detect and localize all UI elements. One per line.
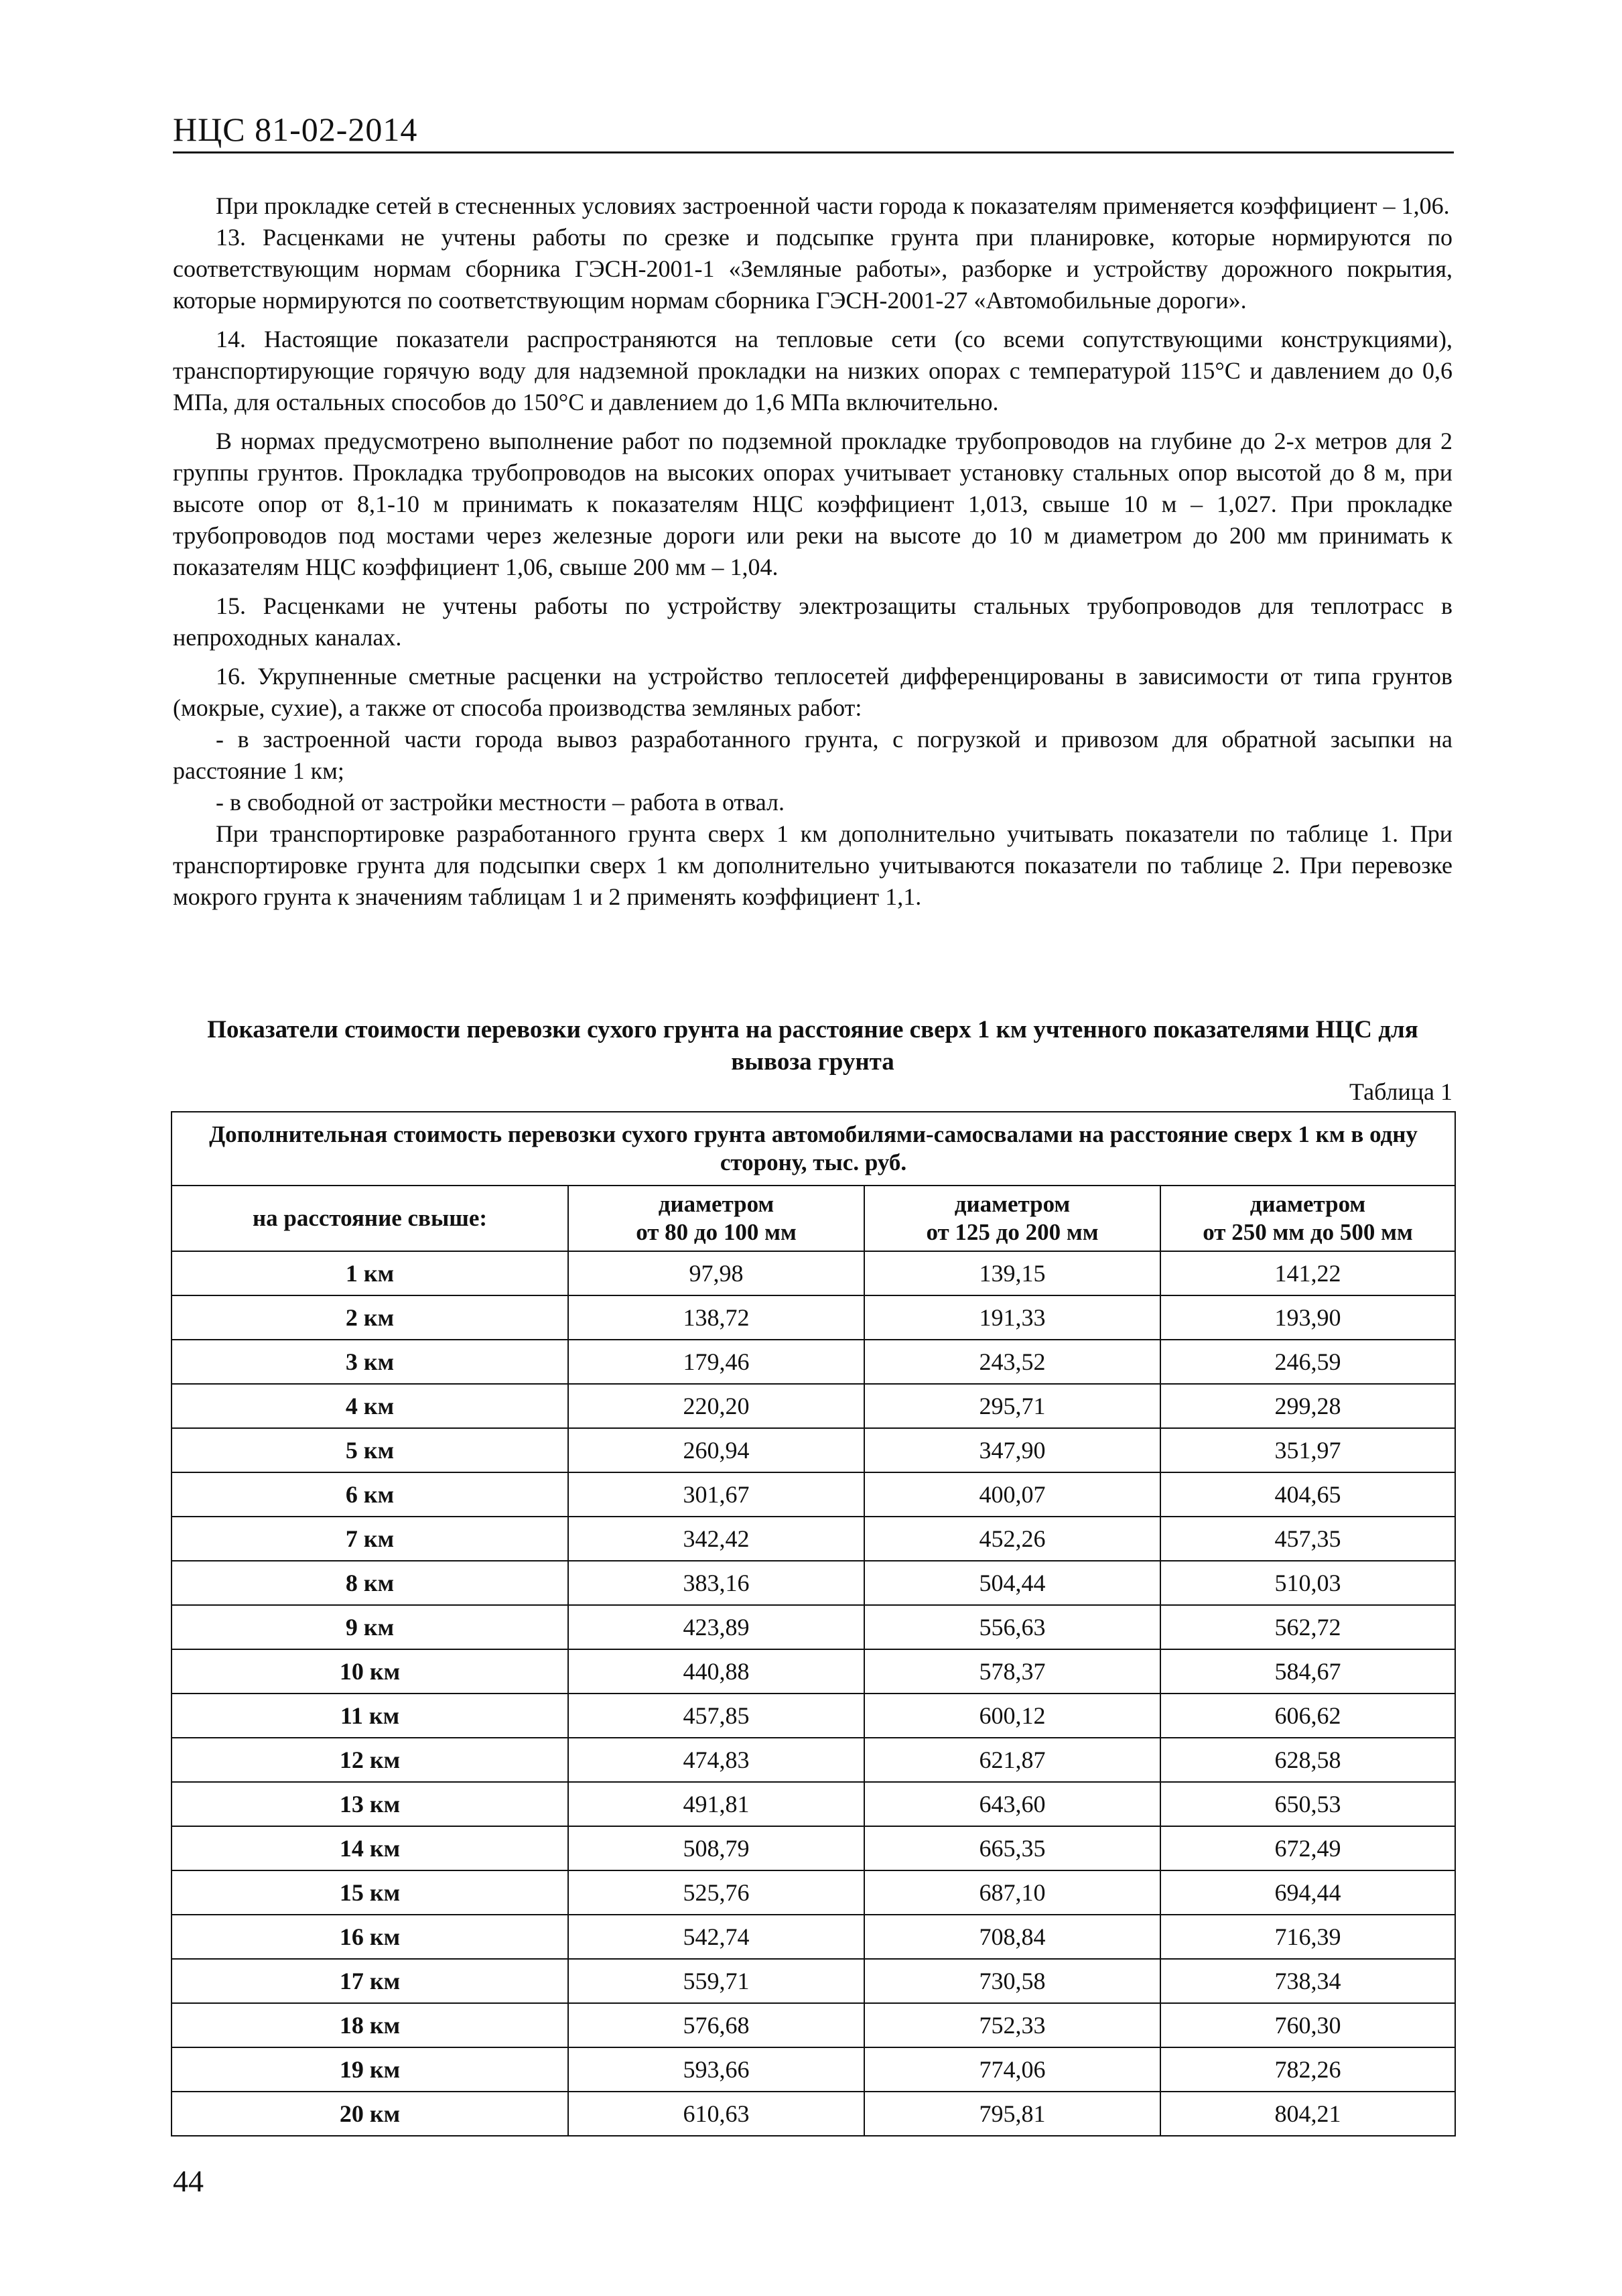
table-row — [172, 1870, 1455, 1915]
value-cell: 504,44 — [864, 1561, 1160, 1605]
table-row — [172, 2047, 1455, 2092]
distance-cell: 17 км — [172, 1959, 568, 2003]
value-cell: 672,49 — [1160, 1826, 1455, 1870]
value-cell: 491,81 — [568, 1782, 864, 1826]
value-cell: 138,72 — [568, 1295, 864, 1340]
table-row — [172, 1428, 1455, 1472]
value-cell: 730,58 — [864, 1959, 1160, 2003]
value-cell: 139,15 — [864, 1251, 1160, 1295]
value-cell: 716,39 — [1160, 1915, 1455, 1959]
column-header-line1: диаметром — [658, 1191, 774, 1217]
table-row — [172, 1738, 1455, 1782]
value-cell: 760,30 — [1160, 2003, 1455, 2047]
value-cell: 457,85 — [568, 1694, 864, 1738]
distance-cell: 18 км — [172, 2003, 568, 2047]
value-cell: 510,03 — [1160, 1561, 1455, 1605]
value-cell: 452,26 — [864, 1517, 1160, 1561]
distance-cell: 8 км — [172, 1561, 568, 1605]
value-cell: 559,71 — [568, 1959, 864, 2003]
value-cell: 774,06 — [864, 2047, 1160, 2092]
value-cell: 782,26 — [1160, 2047, 1455, 2092]
distance-cell: 3 км — [172, 1340, 568, 1384]
paragraph-14: 14. Настоящие показатели распространяются на тепловые сети (со всеми сопутствующими конструкциями), транспортирующие горячую воду для надземной прокладки на низких опорах с температурой 115°С и давлением до 0,6 МПа, для остальных способов до 150°С и давлением до 1,6 МПа включительно. — [173, 326, 1452, 416]
value-cell: 220,20 — [568, 1384, 864, 1428]
table-row — [172, 1517, 1455, 1561]
distance-cell: 14 км — [172, 1826, 568, 1870]
column-header-line1: диаметром — [954, 1191, 1071, 1217]
table-row — [172, 1694, 1455, 1738]
value-cell: 404,65 — [1160, 1472, 1455, 1517]
value-cell: 576,68 — [568, 2003, 864, 2047]
table-row — [172, 1605, 1455, 1649]
column-header-label: на расстояние свыше: — [252, 1205, 488, 1231]
column-header-diameter-125-200 — [864, 1186, 1160, 1251]
value-cell: 97,98 — [568, 1251, 864, 1295]
column-header-line2: от 250 мм до 500 мм — [1203, 1219, 1413, 1245]
value-cell: 351,97 — [1160, 1428, 1455, 1472]
value-cell: 643,60 — [864, 1782, 1160, 1826]
value-cell: 246,59 — [1160, 1340, 1455, 1384]
paragraph-13: 13. Расценками не учтены работы по срезке и подсыпке грунта при планировке, которые нормируются по соответствующим нормам сборника ГЭСН-2001-1 «Земляные работы», разборке и устройству дорожного покрытия, которые нормируются по соответствующим нормам сборника ГЭСН-2001-27 «Автомобильные дороги». — [173, 224, 1452, 314]
table-row — [172, 1384, 1455, 1428]
list-item-open-area: - в свободной от застройки местности – работа в отвал. — [216, 789, 785, 816]
column-header-distance — [172, 1186, 568, 1251]
distance-cell: 19 км — [172, 2047, 568, 2092]
body-text — [173, 190, 1452, 913]
value-cell: 383,16 — [568, 1561, 864, 1605]
table-row — [172, 2092, 1455, 2136]
value-cell: 474,83 — [568, 1738, 864, 1782]
value-cell: 738,34 — [1160, 1959, 1455, 2003]
value-cell: 301,67 — [568, 1472, 864, 1517]
column-header-diameter-250-500 — [1160, 1186, 1455, 1251]
distance-cell: 9 км — [172, 1605, 568, 1649]
table-caption-row — [172, 1112, 1455, 1186]
value-cell: 400,07 — [864, 1472, 1160, 1517]
table-row — [172, 1649, 1455, 1694]
value-cell: 628,58 — [1160, 1738, 1455, 1782]
value-cell: 606,62 — [1160, 1694, 1455, 1738]
value-cell: 347,90 — [864, 1428, 1160, 1472]
value-cell: 243,52 — [864, 1340, 1160, 1384]
distance-cell: 10 км — [172, 1649, 568, 1694]
page-number: 44 — [173, 2164, 204, 2198]
table-row — [172, 1826, 1455, 1870]
value-cell: 593,66 — [568, 2047, 864, 2092]
distance-cell: 11 км — [172, 1694, 568, 1738]
paragraph-narrow-conditions: При прокладке сетей в стесненных условиях застроенной части города к показателям применяется коэффициент – 1,06. — [216, 192, 1450, 219]
paragraph-transport: При транспортировке разработанного грунта сверх 1 км дополнительно учитывать показатели по таблице 1. При транспортировке грунта для подсыпки сверх 1 км дополнительно учитываются показатели по таблице 2. При перевозке мокрого грунта к значениям таблицам 1 и 2 применять коэффициент 1,1. — [173, 820, 1452, 910]
value-cell: 621,87 — [864, 1738, 1160, 1782]
table-row — [172, 1782, 1455, 1826]
value-cell: 687,10 — [864, 1870, 1160, 1915]
value-cell: 708,84 — [864, 1915, 1160, 1959]
distance-cell: 5 км — [172, 1428, 568, 1472]
table-row — [172, 1915, 1455, 1959]
column-header-diameter-80-100 — [568, 1186, 864, 1251]
value-cell: 193,90 — [1160, 1295, 1455, 1340]
value-cell: 650,53 — [1160, 1782, 1455, 1826]
value-cell: 260,94 — [568, 1428, 864, 1472]
table-title: Показатели стоимости перевозки сухого грунта на расстояние сверх 1 км учтенного показателями НЦС для вывоза грунта — [207, 1016, 1418, 1076]
table-row — [172, 1251, 1455, 1295]
distance-cell: 1 км — [172, 1251, 568, 1295]
paragraph-16: 16. Укрупненные сметные расценки на устройство теплосетей дифференцированы в зависимости от типа грунтов (мокрые, сухие), а также от способа производства земляных работ: — [173, 663, 1452, 721]
table-row — [172, 1959, 1455, 2003]
value-cell: 299,28 — [1160, 1384, 1455, 1428]
value-cell: 191,33 — [864, 1295, 1160, 1340]
distance-cell: 7 км — [172, 1517, 568, 1561]
distance-cell: 15 км — [172, 1870, 568, 1915]
column-header-line2: от 80 до 100 мм — [636, 1219, 797, 1245]
column-header-line2: от 125 до 200 мм — [926, 1219, 1099, 1245]
table-body — [172, 1251, 1455, 2136]
table-row — [172, 1472, 1455, 1517]
paragraph-15: 15. Расценками не учтены работы по устройству электрозащиты стальных трубопроводов для теплотрасс в непроходных каналах. — [173, 592, 1452, 651]
value-cell: 141,22 — [1160, 1251, 1455, 1295]
value-cell: 562,72 — [1160, 1605, 1455, 1649]
paragraph-laying-norms: В нормах предусмотрено выполнение работ по подземной прокладке трубопроводов на глубине до 2-х метров для 2 группы грунтов. Прокладка трубопроводов на высоких опорах учитывает установку стальных опор высотой до 8 м, при высоте опор от 8,1-10 м принимать к показателям НЦС коэффициент 1,013, свыше 10 м – 1,027. При прокладке трубопроводов под мостами через железные дороги или реки на высоте до 10 м диаметром до 200 мм принимать к показателям НЦС коэффициент 1,06, свыше 200 мм – 1,04. — [173, 428, 1452, 580]
value-cell: 600,12 — [864, 1694, 1160, 1738]
value-cell: 457,35 — [1160, 1517, 1455, 1561]
value-cell: 525,76 — [568, 1870, 864, 1915]
distance-cell: 20 км — [172, 2092, 568, 2136]
distance-cell: 6 км — [172, 1472, 568, 1517]
value-cell: 508,79 — [568, 1826, 864, 1870]
value-cell: 795,81 — [864, 2092, 1160, 2136]
value-cell: 295,71 — [864, 1384, 1160, 1428]
table-row — [172, 1340, 1455, 1384]
value-cell: 423,89 — [568, 1605, 864, 1649]
table-row — [172, 1295, 1455, 1340]
table-number: Таблица 1 — [1349, 1078, 1452, 1105]
value-cell: 542,74 — [568, 1915, 864, 1959]
header-rule — [173, 151, 1454, 153]
table-row — [172, 1561, 1455, 1605]
value-cell: 665,35 — [864, 1826, 1160, 1870]
cost-table — [171, 1111, 1456, 2136]
value-cell: 804,21 — [1160, 2092, 1455, 2136]
table-caption: Дополнительная стоимость перевозки сухого грунта автомобилями-самосвалами на расстояние сверх 1 км в одну сторону, тыс. руб. — [172, 1112, 1455, 1186]
value-cell: 694,44 — [1160, 1870, 1455, 1915]
distance-cell: 16 км — [172, 1915, 568, 1959]
value-cell: 440,88 — [568, 1649, 864, 1694]
distance-cell: 2 км — [172, 1295, 568, 1340]
list-item-built-up-area: - в застроенной части города вывоз разработанного грунта, с погрузкой и привозом для обратной засыпки на расстояние 1 км; — [173, 726, 1452, 784]
table-header-row — [172, 1186, 1455, 1251]
distance-cell: 4 км — [172, 1384, 568, 1428]
value-cell: 556,63 — [864, 1605, 1160, 1649]
table-row — [172, 2003, 1455, 2047]
value-cell: 179,46 — [568, 1340, 864, 1384]
value-cell: 578,37 — [864, 1649, 1160, 1694]
value-cell: 610,63 — [568, 2092, 864, 2136]
column-header-line1: диаметром — [1249, 1191, 1366, 1217]
value-cell: 752,33 — [864, 2003, 1160, 2047]
distance-cell: 12 км — [172, 1738, 568, 1782]
document-code: НЦС 81-02-2014 — [173, 111, 418, 148]
value-cell: 584,67 — [1160, 1649, 1455, 1694]
distance-cell: 13 км — [172, 1782, 568, 1826]
value-cell: 342,42 — [568, 1517, 864, 1561]
